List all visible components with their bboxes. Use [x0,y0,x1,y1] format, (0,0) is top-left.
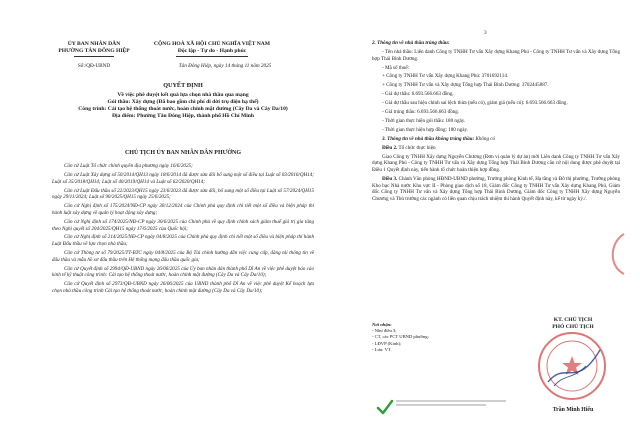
decision-subject [60,92,306,121]
authority-heading: CHỦ TỊCH ỦY BAN NHÂN DÂN PHƯỜNG [124,150,242,156]
basis-item: Căn cứ Luật Tổ chức chính quyền địa phương ngày 16/6/2025; [64,163,193,169]
official-seal-icon [536,330,608,402]
digital-signature-note [396,400,526,406]
subject-line-3: Công trình: Cải tạo hệ thống thoát nước, hoàn chỉnh mặt đường (Cây Da và Cây Da/10) [78,106,288,113]
article-2-label: Điều 2. [382,144,398,151]
basis-item: Căn cứ Luật Xây dựng số 50/2014/QH13 ngày 18/6/2014 đã được sửa đổi bổ sung một số điều tại Luật số 03/2016/QH14; Luật số 35/2018/QH14; Luật số 40/2019/QH14 và Luật số 62/2020/QH14; [52,171,314,185]
basis-item: Căn cứ Quyết định số 2994/QĐ-UBND ngày 26/06/2025 của Ủy ban nhân dân thành phố Dĩ An về việc phê duyệt báo cáo kinh tế kỹ thuật công trình: Cải tạo hệ thống thoát nước, hoàn chỉnh mặt đường (Cây Da và Cây Da/10); [52,265,314,279]
signature-line-1: KT. CHỦ TỊCH [553,317,593,323]
subject-line-2: Gói thầu: Xây dựng (Đã bao gồm chi phí di dời trụ điện hạ thế) [107,99,259,106]
recipient-item: - Lưu: VT. [372,346,392,352]
signature-note-line [396,404,486,406]
section-3-value: Không có [475,135,496,142]
recipient-item: - CT, các PCT UBND phường; [372,334,429,340]
tax-code-1: + Công ty TNHH Tư vấn Xây dựng Khang Phú: 3701692114. [382,73,509,80]
bid-duration: - Thời gian thực hiện gói thầu: 180 ngày. [382,117,466,124]
national-header [142,41,282,57]
issue-date: Tân Đông Hiệp, ngày 14 tháng 11 năm 2025 [178,63,272,69]
contract-duration: - Thời gian thực hiện hợp đồng: 180 ngày. [382,126,468,133]
subject-line-4: Địa điểm: Phường Tân Đông Hiệp, thành phố Hồ Chí Minh [111,113,255,120]
section-3 [372,136,620,143]
contractor-name: - Tên nhà thầu: Liên danh Công ty TNHH Tư vấn Xây dựng Khang Phú - Công ty TNHH Tư vấn và Xây dựng Tổng hợp Thái Bình Dương. [372,48,620,62]
agency-underline [74,56,114,57]
basis-item: Căn cứ Luật Đấu thầu số 22/2023/QH15 ngày 23/6/2023 đã được sửa đổi, bổ sung một số điều tại Luật số 57/2024/QH15 ngày 29/11/2024; Luật số 90/2025/QH15 ngày 25/6/2025; [52,187,314,201]
basis-item: Căn cứ Thông tư số 79/2025/TT-BTC ngày 04/8/2025 của Bộ Tài chính hướng dẫn việc cung cấp, đăng tải thông tin về đấu thầu và mẫu hồ sơ đấu thầu trên Hệ thống mạng đấu thầu quốc gia; [52,250,314,263]
article-2-heading [372,145,620,152]
basis-item: Căn cứ Nghị định số 175/2024/NĐ-CP ngày 30/12/2024 của Chính phủ quy định chi tiết một số điều và biện pháp thi hành luật xây dựng về quản lý hoạt động xây dựng; [52,203,314,216]
article-2-body: Giao Công ty TNHH Xây dựng Nguyễn Chương (Đơn vị quản lý dự án) mời Liên danh Công ty TNHH Tư vấn Xây dựng Khang Phú - Công ty TNHH Tư vấn và Xây dựng Tổng hợp Thái Bình Dương căn cứ nội dung được phê duyệt tại Điều 1 Quyết định này, tiến hành tổ chức hoàn thiện hợp đồng. [372,153,620,174]
signature-note-line [396,400,506,402]
tax-code-2: + Công ty TNHH Tư vấn và Xây dựng Tổng hợp Thái Bình Dương: 3702445887. [382,82,549,89]
recipient-item: - LĐVP (Kinh); [372,340,402,346]
bid-price: - Giá dự thầu: 6.693.566.663 đồng. [382,91,454,98]
decision-content [372,40,620,205]
article-2-title: Tổ chức thực hiện [398,144,436,151]
nation-underline [176,56,248,57]
page-number: 3 [484,30,487,36]
article-3 [372,176,620,203]
tax-code-label: - Mã số thuế: [382,64,410,71]
nation-line-2: Độc lập - Tự do - Hạnh phúc [177,47,247,54]
legal-bases [52,163,314,297]
issuing-agency [52,41,136,57]
digital-signature-check-icon [376,398,394,416]
document-number: Số:/QĐ-UBND [77,63,111,69]
agency-line-2: PHƯỜNG TÂN ĐÔNG HIỆP [58,47,130,54]
basis-item: Căn cứ Quyết định số 2973/QĐ-UBND ngày 26/06/2025 của UBND thành phố Dĩ An về việc phê duyệt Kế hoạch lựa chọn nhà thầu công trình Cải tạo hệ thống thoát nước, hoàn chỉnh mặt đường (Cây Da và Cây Da/10); [52,281,314,294]
signature-line-2: PHÓ CHỦ TỊCH [552,324,594,331]
signer-name: Trần Minh Hiếu [552,407,594,413]
recipients-block [372,322,502,353]
section-2-heading: 2. Thông tin về nhà thầu trúng thầu: [372,40,450,46]
nation-line-1: CỘNG HOÀ XÃ HỘI CHỦ NGHĨA VIỆT NAM [153,41,271,47]
agency-line-1: ỦY BAN NHÂN DÂN [67,41,121,47]
basis-item: Căn cứ Nghị định số 174/2025/NĐ-CP ngày 30/6/2025 của Chính phủ về quy định chính sách giảm thuế giá trị gia tăng theo Nghị quyết số 204/2025/QH15 ngày 17/6/2025 của Quốc hội; [52,218,314,232]
decision-title: QUYẾT ĐỊNH [163,82,203,89]
basis-item: Căn cứ Nghị định số 214/2025/NĐ-CP ngày 04/8/2025 của Chính phủ quy định chi tiết một số điều và biện pháp thi hành Luật Đấu thầu về lựa chọn nhà thầu; [52,234,314,248]
article-3-body: Chánh Văn phòng HĐND-UBND phường, Trưởng phòng Kinh tế, Hạ tầng và Đô thị phường, Trưởng phòng Kho bạc Nhà nước Khu vực II - Phòng giao dịch số 18, Giám đốc Công ty TNHH Tư vấn Xây dựng Khang Phú, Giám đốc Công ty TNHH Tư vấn và Xây dựng Tổng hợp Thái Bình Dương, Giám đốc Công ty TNHH Xây dựng Nguyễn Chương và Thủ trưởng các ngành có liên quan chịu trách nhiệm thi hành Quyết định này, kể từ ngày ký./. [372,175,621,203]
section-3-heading: 3. Thông tin về nhà thầu không trúng thầu: [382,135,475,142]
recipient-item: - Như điều 3; [372,328,397,334]
corrected-price: - Giá dự thầu sau hiệu chỉnh sai lệch thừa (nếu có), giảm giá (nếu có): 6.693.566.663 đồng. [382,100,568,107]
margin-seal-fragment-icon [604,232,626,276]
recipients-label: Nơi nhận: [372,322,392,327]
subject-line-1: Về việc phê duyệt kết quả lựa chọn nhà thầu qua mạng [117,92,249,98]
award-price: - Giá trúng thầu: 6.693.566.663 đồng. [382,109,460,116]
article-3-label: Điều 3. [382,175,398,182]
